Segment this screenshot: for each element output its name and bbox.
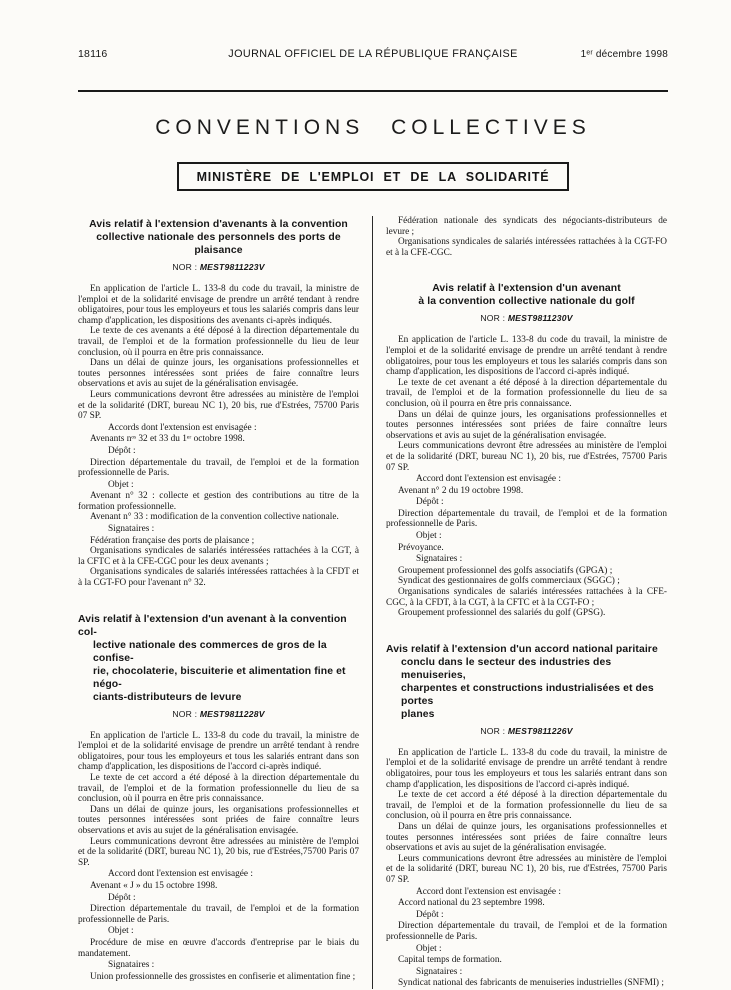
article-title [78, 218, 359, 257]
paragraph-label: Dépôt : [416, 909, 444, 920]
nor-line [386, 313, 667, 323]
ministry-title: MINISTÈRE DE L'EMPLOI ET DE LA SOLIDARITÉ [177, 162, 570, 191]
nor-code: MEST9811230V [507, 313, 573, 324]
journal-title: JOURNAL OFFICIEL DE LA RÉPUBLIQUE FRANÇAISE [228, 48, 518, 60]
paragraph-label: Dépôt : [108, 892, 136, 903]
paragraph: Avenant n° 2 du 19 octobre 1998. [398, 485, 524, 496]
paragraph-label: Accord dont l'extension est envisagée : [416, 886, 561, 897]
paragraph: Fédération nationale des syndicats des négociants-distributeurs de levure ; [386, 216, 667, 237]
paragraph: Le texte de cet accord a été déposé à la direction départementale du travail, de l'emploi et de la formation professionnelle du lieu de sa conclusion, où il pourra en être pris connaissance. [386, 790, 667, 822]
paragraph: Leurs communications devront être adressées au ministère de l'emploi et de la solidarité (DRT, bureau NC 1), 20 bis, rue d'Estrées,75700 Paris 07 SP. [78, 836, 359, 868]
article-title [78, 613, 359, 704]
paragraph: En application de l'article L. 133-8 du code du travail, la ministre de l'emploi et de la solidarité envisage de prendre un arrêté tendant à rendre obligatoires, pour tous les employeurs et tous les salariés compris dans leur champ d'application, les dispositions des avenants ci-après indiqués. [78, 284, 359, 326]
columns-container [78, 216, 668, 989]
paragraph: Dans un délai de quinze jours, les organisations professionnelles et toutes personnes intéressées sont priées de faire connaître leurs observations et avis au sujet de la généralisation envisagée. [386, 821, 667, 854]
paragraph: Dans un délai de quinze jours, les organisations professionnelles et toutes personnes intéressées sont priées de faire connaître leurs observations et avis au sujet de la généralisation envisagée. [78, 804, 359, 836]
article-title-line: Avis relatif à l'extension d'un avenant [432, 283, 621, 295]
article-title-line: Avis relatif à l'extension d'avenants à la convention [89, 219, 348, 230]
paragraph: Syndicat des gestionnaires de golfs commerciaux (SGGC) ; [398, 576, 620, 587]
article-title-line: à la convention collective nationale du golf [418, 296, 635, 308]
paragraph: Dans un délai de quinze jours, les organisations professionnelles et toutes personnes intéressées sont priées de faire connaître leurs observations et avis au sujet de la généralisation envisagée. [78, 358, 359, 390]
paragraph-label: Signataires : [416, 966, 463, 977]
paragraph: Leurs communications devront être adressées au ministère de l'emploi et de la solidarité (DRT, bureau NC 1), 20 bis, rue d'Estrées, 75700 Paris 07 SP. [386, 441, 667, 473]
issue-date: 1ᵉʳ décembre 1998 [580, 49, 668, 60]
paragraph: Capital temps de formation. [398, 955, 502, 966]
paragraph-label: Accords dont l'extension est envisagée : [108, 422, 257, 433]
article-title-line: rie, chocolaterie, biscuiterie et alimentation fine et négo- [93, 665, 346, 690]
paragraph-label: Objet : [108, 479, 134, 490]
paragraph: Leurs communications devront être adressées au ministère de l'emploi et de la solidarité (DRT, bureau NC 1), 20 bis, rue d'Estrées, 75700 Paris 07 SP. [78, 389, 359, 422]
paragraph: Prévoyance. [398, 542, 444, 553]
paragraph-label: Dépôt : [416, 497, 444, 508]
paragraph: Leurs communications devront être adressées au ministère de l'emploi et de la solidarité (DRT, bureau NC 1), 20 bis, rue d'Estrées, 75700 Paris 07 SP. [386, 853, 667, 885]
paragraph: Direction départementale du travail, de l'emploi et de la formation professionnelle de Paris. [78, 904, 359, 925]
paragraph: Avenant « J » du 15 octobre 1998. [90, 880, 218, 891]
paragraph: Organisations syndicales de salariés intéressées rattachées à la CFDT et à la CGT-FO pour l'avenant n° 32. [78, 567, 359, 589]
nor-code: MEST9811226V [507, 725, 573, 736]
paragraph: Organisations syndicales de salariés intéressées rattachées à la CFE-CGC, à la CFDT, à la CGT, à la CFTC et à la CGT-FO ; [386, 587, 667, 608]
paragraph: Dans un délai de quinze jours, les organisations professionnelles et toutes personnes intéressées sont priées de faire connaître leurs observations et avis au sujet de la généralisation envisagée. [386, 409, 667, 441]
nor-label: NOR : [172, 262, 200, 272]
paragraph-label: Signataires : [108, 960, 155, 971]
article-title [386, 643, 667, 721]
paragraph: Organisations syndicales de salariés intéressées rattachées à la CGT, à la CFTC et à la CFE-CGC pour les deux avenants ; [78, 546, 359, 567]
paragraph: Accord national du 23 septembre 1998. [398, 898, 545, 909]
header-rule [78, 90, 668, 92]
paragraph: Procédure de mise en œuvre d'accords d'entreprise par le biais du mandatement. [78, 937, 359, 959]
paragraph: Syndicat national des fabricants de menuiseries industrielles (SNFMI) ; [398, 978, 664, 989]
article-title-line: ciants-distributeurs de levure [93, 691, 242, 703]
article-title-line: Avis relatif à l'extension d'un avenant à la convention col- [78, 613, 347, 638]
left-gutter [359, 216, 372, 989]
paragraph: Avenant n° 32 : collecte et gestion des contributions au titre de la formation professionnelle. [78, 491, 359, 512]
paragraph: Groupement professionnel des salariés du golf (GPSG). [398, 608, 606, 619]
paragraph-label: Accord dont l'extension est envisagée : [416, 474, 561, 485]
nor-label: NOR : [480, 313, 508, 324]
paragraph: Le texte de ces avenants a été déposé à la direction départementale du travail, de l'emploi et de la formation professionnelle du lieu de leur conclusion, où il pourra en être pris connaissance. [78, 326, 359, 358]
paragraph: Union professionnelle des grossistes en confiserie et alimentation fine ; [90, 971, 356, 982]
paragraph-label: Signataires : [416, 554, 463, 565]
article-title-line: Avis relatif à l'extension d'un accord national paritaire [386, 643, 658, 655]
paragraph-label: Objet : [416, 943, 442, 954]
paragraph-label: Objet : [416, 531, 442, 542]
article-title-line: collective nationale des personnels des ports de plaisance [96, 232, 341, 256]
paragraph: Organisations syndicales de salariés intéressées rattachées à la CGT-FO et à la CFE-CGC. [386, 237, 667, 258]
page-header [78, 48, 668, 60]
paragraph-label: Dépôt : [108, 445, 136, 456]
paragraph: Direction départementale du travail, de l'emploi et de la formation professionnelle de Paris. [78, 457, 359, 479]
left-column [78, 216, 359, 989]
page-number: 18116 [78, 48, 108, 60]
section-title: CONVENTIONS COLLECTIVES [155, 116, 591, 139]
paragraph: Avenant n° 33 : modification de la convention collective nationale. [90, 512, 339, 523]
paragraph-label: Signataires : [108, 524, 155, 535]
right-column [386, 216, 667, 989]
nor-label: NOR : [480, 725, 508, 736]
article-title [386, 282, 667, 308]
article-title-line: charpentes et constructions industrialisées et des portes [401, 682, 654, 707]
nor-line [386, 726, 667, 736]
paragraph: Direction départementale du travail, de l'emploi et de la formation professionnelle de Paris. [386, 921, 667, 942]
nor-code: MEST9811228V [199, 708, 265, 719]
right-gutter [373, 216, 386, 989]
paragraph: Le texte de cet avenant a été déposé à la direction départementale du travail, de l'emploi et de la formation professionnelle du lieu de sa conclusion, où il pourra en être pris connaissance. [386, 377, 667, 409]
paragraph: Direction départementale du travail, de l'emploi et de la formation professionnelle de Paris. [386, 508, 667, 530]
paragraph: Groupement professionnel des golfs associatifs (GPGA) ; [398, 565, 613, 576]
nor-line [78, 709, 359, 719]
article-title-line: planes [401, 708, 435, 720]
ministry-banner [78, 162, 668, 191]
paragraph: Le texte de cet accord a été déposé à la direction départementale du travail, de l'emploi et de la formation professionnelle du lieu de sa conclusion, où il pourra en être pris connaissance. [78, 773, 359, 805]
nor-line [78, 262, 359, 272]
article-title-line: lective nationale des commerces de gros de la confise- [93, 639, 327, 664]
paragraph-label: Accord dont l'extension est envisagée : [108, 869, 253, 880]
nor-code: MEST9811223V [199, 262, 265, 272]
nor-label: NOR : [172, 708, 200, 719]
article-title-line: conclu dans le secteur des industries des menuiseries, [401, 656, 612, 681]
paragraph: En application de l'article L. 133-8 du code du travail, la ministre de l'emploi et de la solidarité envisage de prendre un arrêté tendant à rendre obligatoires, pour tous les employeurs et tous les salariés compris dans son champ d'application, les dispositions de l'accord ci-après indiqué. [386, 335, 667, 378]
paragraph: En application de l'article L. 133-8 du code du travail, la ministre de l'emploi et de la solidarité envisage de prendre un arrêté tendant à rendre obligatoires, pour tous les employeurs et tous les salariés entrant dans son champ d'application, les dispositions de l'accord ci-après indiqué. [386, 747, 667, 790]
paragraph-label: Objet : [108, 926, 134, 937]
paragraph: Avenants nᵒˢ 32 et 33 du 1ᵉʳ octobre 1998. [90, 434, 245, 445]
paragraph: En application de l'article L. 133-8 du code du travail, la ministre de l'emploi et de la solidarité envisage de prendre un arrêté tendant à rendre obligatoires, pour tous les employeurs et tous les salariés entrant dans son champ d'application, les dispositions de l'accord ci-après indiqué. [78, 730, 359, 773]
paragraph: Fédération française des ports de plaisance ; [90, 535, 255, 546]
